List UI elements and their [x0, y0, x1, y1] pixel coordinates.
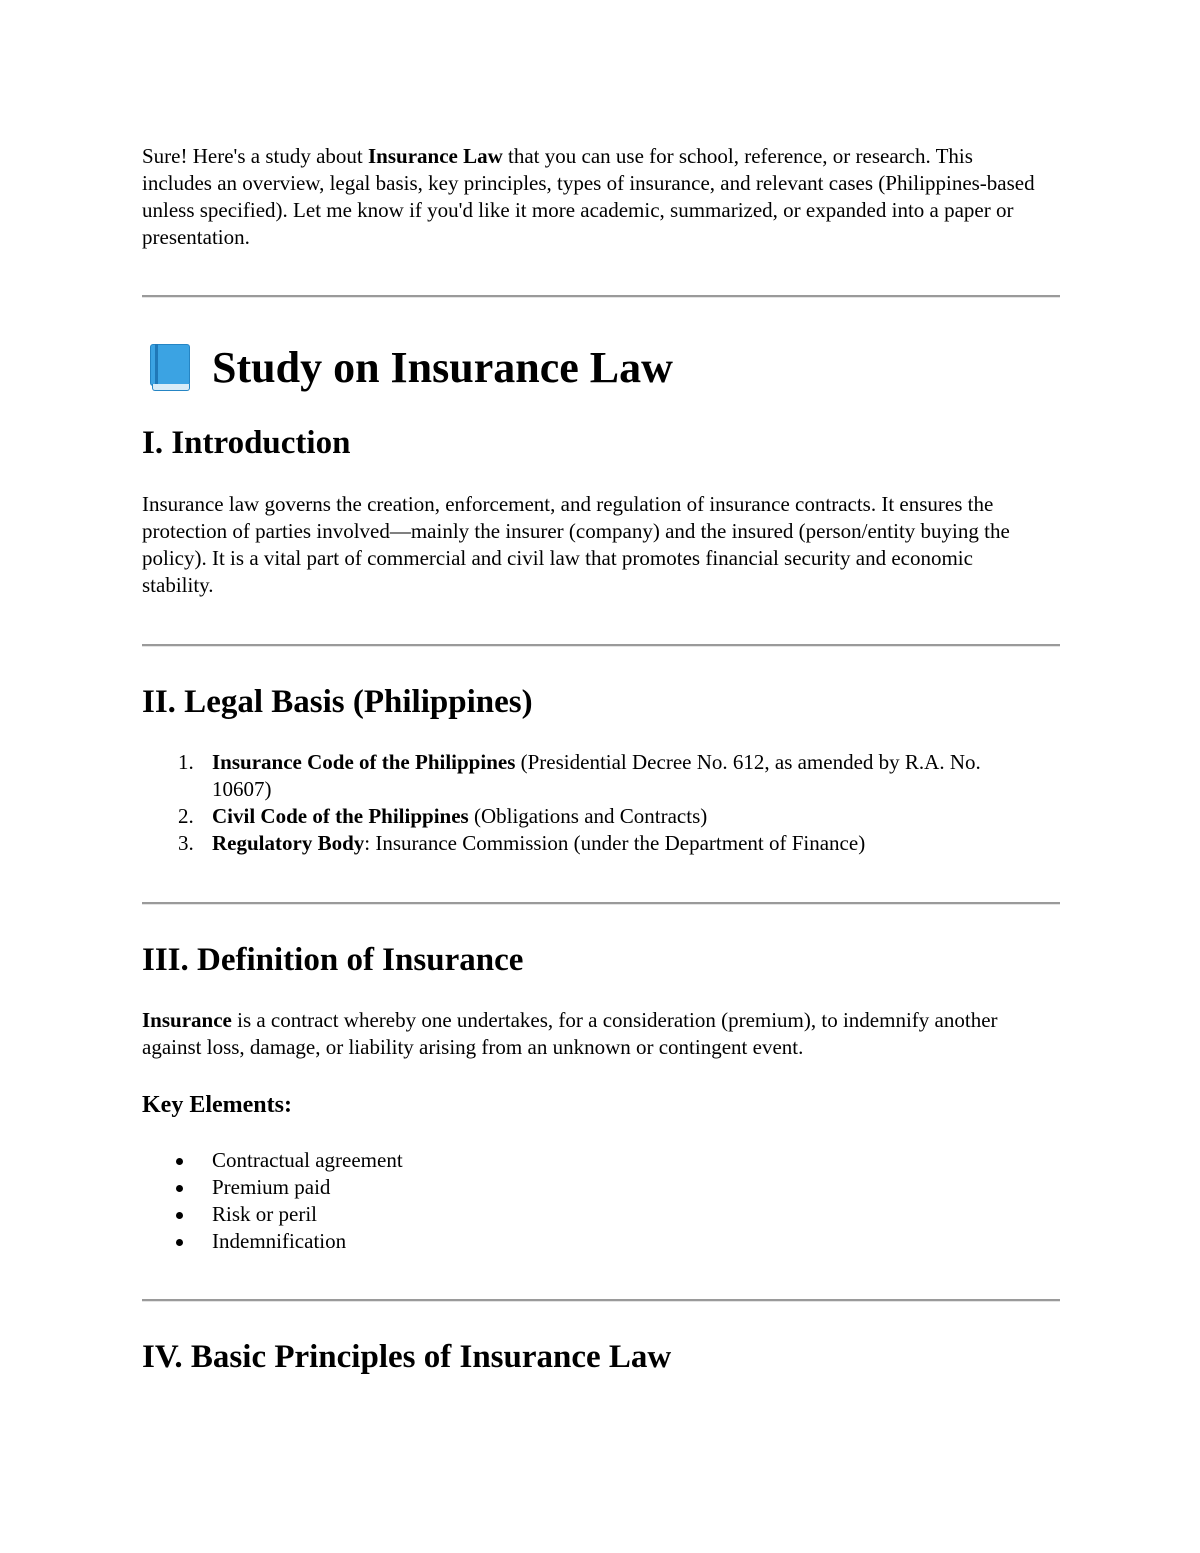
list-item-text: (Presidential Decree No. 612, as amended by R.A. No. 10607) [212, 750, 981, 801]
bullet-icon [176, 1239, 183, 1246]
divider-1 [142, 295, 1060, 298]
list-item-bold: Insurance Code of the Philippines [212, 750, 516, 774]
list-item-bold: Civil Code of the Philippines [212, 804, 469, 828]
divider-4 [142, 1299, 1060, 1302]
intro-paragraph [142, 143, 1042, 251]
list-item-text: Contractual agreement [212, 1148, 403, 1172]
list-item [142, 1147, 1042, 1174]
key-elements-list [142, 1147, 1042, 1255]
list-item-number: 1. [178, 750, 194, 774]
list-item-number: 3. [178, 831, 194, 855]
list-item [142, 803, 1042, 830]
intro-text-post: that you can use for school, reference, or research. This includes an overview, legal basis, key principles, types of insurance, and relevant cases (Philippines-based unless specified). Let me know if you'd like it more academic, summarized, or expanded into a paper or presentation. [142, 144, 1035, 249]
document-title-text: Study on Insurance Law [212, 343, 673, 392]
legal-basis-list [142, 749, 1042, 857]
list-item-text: (Obligations and Contracts) [468, 804, 708, 828]
list-item-text: Risk or peril [212, 1202, 317, 1226]
list-item-text: : Insurance Commission (under the Department of Finance) [364, 831, 866, 855]
section-heading-definition: III. Definition of Insurance [142, 942, 524, 978]
list-item [142, 1228, 1042, 1255]
bullet-icon [176, 1158, 183, 1165]
document-title [142, 336, 673, 400]
section-heading-principles: IV. Basic Principles of Insurance Law [142, 1339, 672, 1375]
definition-body: is a contract whereby one undertakes, for a consideration (premium), to indemnify another against loss, damage, or liability arising from an unknown or contingent event. [142, 1008, 998, 1059]
list-item [142, 1201, 1042, 1228]
list-item-number: 2. [178, 804, 194, 828]
key-elements-heading: Key Elements: [142, 1092, 292, 1118]
blue-book-icon [150, 344, 190, 392]
intro-text-bold: Insurance Law [367, 144, 503, 168]
divider-3 [142, 902, 1060, 905]
bullet-icon [176, 1185, 183, 1192]
bullet-icon [176, 1212, 183, 1219]
divider-2 [142, 644, 1060, 647]
section-heading-legal-basis: II. Legal Basis (Philippines) [142, 684, 533, 720]
list-item [142, 749, 1042, 803]
definition-paragraph [142, 1007, 1042, 1061]
list-item [142, 830, 1042, 857]
list-item-text: Indemnification [212, 1229, 347, 1253]
introduction-paragraph: Insurance law governs the creation, enforcement, and regulation of insurance contracts. It ensures the protection of parties involved—mainly the insurer (company) and the insured (person/entity buying the policy). It is a vital part of commercial and civil law that promotes financial security and economic stability. [142, 492, 1010, 597]
list-item-text: Premium paid [212, 1175, 331, 1199]
list-item [142, 1174, 1042, 1201]
section-heading-introduction: I. Introduction [142, 425, 351, 461]
list-item-bold: Regulatory Body [212, 831, 365, 855]
intro-text-pre: Sure! Here's a study about [142, 144, 368, 168]
definition-term: Insurance [142, 1008, 232, 1032]
